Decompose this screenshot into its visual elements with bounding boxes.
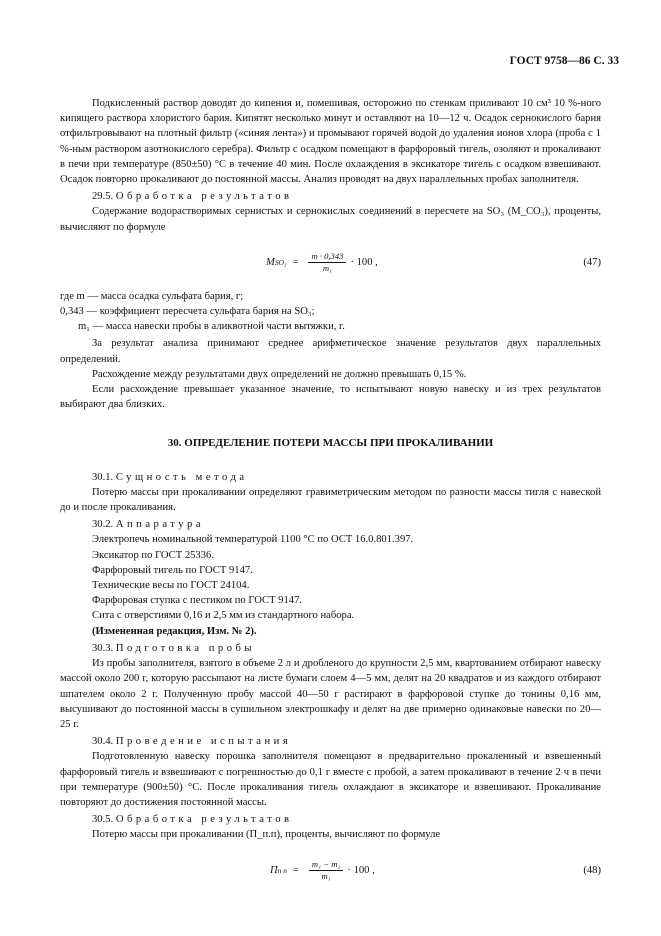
section-title: Аппаратура bbox=[115, 519, 205, 531]
section-number: 29.5. bbox=[92, 191, 114, 203]
section-30-2-heading bbox=[60, 517, 601, 532]
section-number: 30.4. bbox=[92, 736, 114, 748]
formula-fraction bbox=[308, 251, 346, 274]
formula-numerator: m₁ − m₂ bbox=[309, 859, 343, 871]
section-title: Проведение испытания bbox=[115, 736, 292, 748]
section-title: Обработка результатов bbox=[115, 191, 293, 203]
section-30-5-heading bbox=[60, 812, 601, 827]
formula-denominator: m₁ bbox=[321, 871, 331, 882]
equipment-item: Электропечь номинальной температурой 1100 °С по ОСТ 16.0.801.397. bbox=[92, 534, 414, 546]
paragraph-retest: Если расхождение превышает указанное значение, то испытывают новую навеску и из трех результатов выбирают два близких. bbox=[60, 384, 601, 411]
formula-denominator: m₁ bbox=[322, 263, 333, 274]
section-title: Обработка результатов bbox=[115, 814, 293, 826]
equipment-list bbox=[60, 532, 601, 623]
section-30-3-heading bbox=[60, 641, 601, 656]
equipment-item: Фарфоровый тигель по ГОСТ 9147. bbox=[92, 564, 253, 576]
formula-lhs: M bbox=[266, 257, 275, 269]
section-30-heading: 30. ОПРЕДЕЛЕНИЕ ПОТЕРИ МАССЫ ПРИ ПРОКАЛИВАНИИ bbox=[167, 437, 494, 450]
paragraph-so3-content: Содержание водорастворимых сернистых и сернокислых соединений в пересчете на SO₃ (M_CO₃), проценты, вычисляют по формуле bbox=[60, 206, 601, 233]
paragraph-sulfate-precipitation: Подкисленный раствор доводят до кипения и, помешивая, осторожно по стенкам приливают 10 см³ 10 %-ного кипящего раствора хлористого бария. Кипятят несколько минут и оставляют на 10—12 ч. Осадок сернокислого бария отфильтровывают на плотный фильтр («синяя лента») и промывают горячей водой до удаления ионов хлора (проба с 1 %-ным раствором азотнокислого серебра). Фильтр с осадком помещают в фарфоровый тигель, озоляют и прокаливают в печи при температуре (850±50) °С в течение 40 мин. После охлаждения в эксикаторе тигель с осадком взвешивают. Осадок повторно прокаливают до постоянной массы. Анализ проводят на двух параллельных пробах заполнителя. bbox=[60, 98, 601, 186]
equipment-item: Технические весы по ГОСТ 24104. bbox=[92, 580, 250, 592]
formula-multiplier: · 100 , bbox=[350, 257, 378, 269]
section-29-5-heading bbox=[60, 189, 601, 204]
paragraph-method-essence: Потерю массы при прокаливании определяют гравиметрическим методом по разности массы тигля с навеской до и после прокаливания. bbox=[60, 486, 601, 514]
equipment-item: Сита с отверстиями 0,16 и 2,5 мм из стандартного набора. bbox=[92, 610, 355, 622]
formula-47-variables bbox=[60, 289, 601, 335]
variable-line: m₁ — масса навески пробы в аликвотной части вытяжки, г. bbox=[78, 321, 345, 333]
paragraph-test-procedure: Подготовленную навеску порошка заполнителя помещают в предварительно прокаленный и взвешенный фарфоровый тигель и взвешивают с погрешностью до 0,1 г вместе с пробой, а затем прокаливают в течение 2 ч в печи при температуре (900±50) °С. После прокаливания тигель охлаждают в эксикаторе и взвешивают. Прокаливание повторяют до достижения постоянной массы. bbox=[60, 751, 601, 808]
page-content bbox=[60, 96, 601, 897]
variable-line: 0,343 — коэффициент пересчета сульфата бария на SO₃; bbox=[60, 306, 315, 318]
equipment-item: Фарфоровая ступка с пестиком по ГОСТ 9147. bbox=[92, 595, 303, 607]
paragraph-result: За результат анализа принимают среднее арифметическое значение результатов двух параллельных определений. bbox=[60, 338, 601, 365]
formula-fraction bbox=[309, 859, 343, 882]
section-title: Подготовка пробы bbox=[115, 642, 256, 654]
formula-48: П п п = $\frac{\text{m₁ − m₂}}{\text{m₁}}$ · 100 , (48) bbox=[270, 859, 601, 882]
page-header: ГОСТ 9758—86 С. 33 bbox=[509, 55, 619, 67]
formula-equals: = bbox=[292, 864, 299, 876]
formula-numerator: m · 0,343 bbox=[308, 251, 346, 263]
paragraph-sample-prep: Из пробы заполнителя, взятого в объеме 2 л и дробленого до крупности 2,5 мм, квартованием отбирают навеску массой около 200 г, которую рассыпают на листе бумаги слоем 4—5 мм, делят на 20 квадратов и из каждого отбирают шпателем около 2 г. Полученную пробу массой 40—50 г растирают в фарфоровой ступке до тонины 0,16 мм, высушивают до постоянной массы в сушильном электрошкафу и делят на две примерно одинаковые навески по 20—25 г. bbox=[60, 658, 601, 730]
section-30-1-heading bbox=[60, 470, 601, 485]
formula-number: (47) bbox=[583, 256, 601, 268]
paragraph-loss-formula: Потерю массы при прокаливании (П_п.п), проценты, вычисляют по формуле bbox=[92, 829, 441, 841]
section-number: 30.3. bbox=[92, 642, 114, 654]
variable-line: где m — масса осадка сульфата бария, г; bbox=[60, 290, 244, 302]
section-number: 30.5. bbox=[92, 814, 114, 826]
edit-note: (Измененная редакция, Изм. № 2). bbox=[92, 625, 257, 637]
section-number: 30.2. bbox=[92, 519, 114, 531]
formula-47: M SO₃ = $\frac{m \cdot 0,343}{\text{m₁}}$ · 100 , (47) bbox=[266, 251, 601, 274]
equipment-item: Эксикатор по ГОСТ 25336. bbox=[92, 549, 214, 561]
section-number: 30.1. bbox=[92, 471, 114, 483]
section-title: Сущность метода bbox=[115, 471, 248, 483]
paragraph-divergence: Расхождение между результатами двух определений не должно превышать 0,15 %. bbox=[92, 368, 467, 380]
formula-lhs: П bbox=[270, 864, 278, 876]
formula-multiplier: · 100 , bbox=[347, 864, 375, 876]
formula-number: (48) bbox=[583, 864, 601, 876]
formula-equals: = bbox=[292, 257, 299, 269]
section-30-4-heading bbox=[60, 734, 601, 749]
